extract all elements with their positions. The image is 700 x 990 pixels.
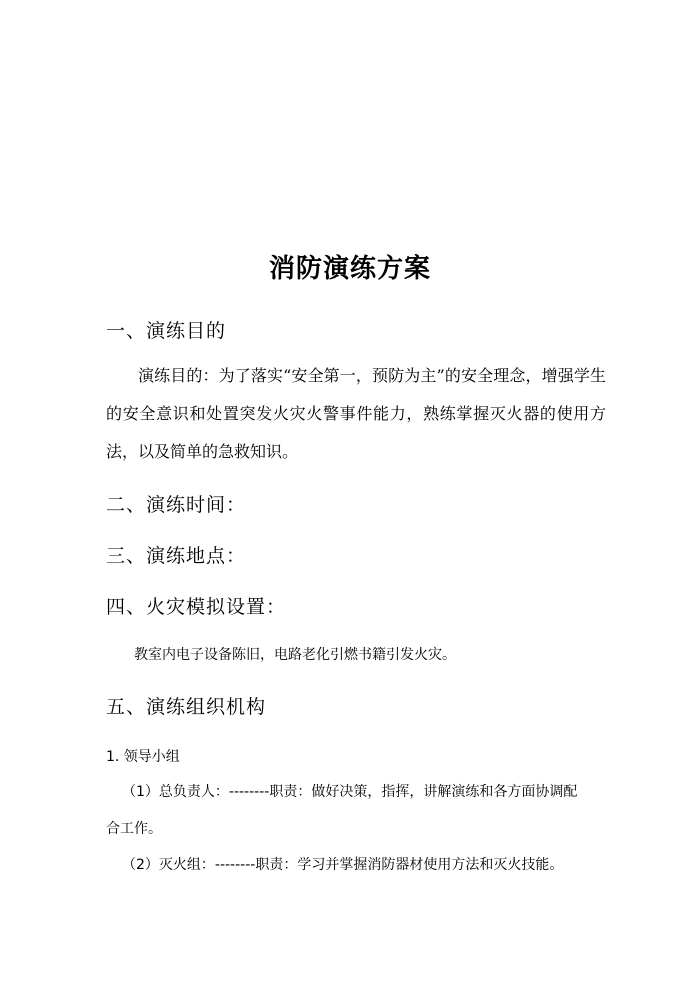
section-heading-location: 三、演练地点： <box>106 545 247 567</box>
section-heading-time: 二、演练时间： <box>106 494 247 516</box>
section-heading-fire-simulation: 四、火灾模拟设置： <box>106 596 287 618</box>
section-heading-purpose: 一、演练目的 <box>106 320 227 342</box>
section-text-purpose: 演练目的：为了落实“安全第一，预防为主”的安全理念，增强学生的安全意识和处置突发火灾火警事件能力，熟练掌握灭火器的使用方法，以及简单的急救知识。 <box>106 366 606 461</box>
document-title: 消防演练方案 <box>268 254 431 284</box>
section-heading-organization: 五、演练组织机构 <box>106 696 267 718</box>
item-firefighting-group: （2）灭火组：--------职责：学习并掌握消防器材使用方法和灭火技能。 <box>122 857 564 873</box>
item-general-leader-line2: 合工作。 <box>106 821 162 837</box>
subsection-leadership-group: 1. 领导小组 <box>106 749 180 765</box>
section-text-fire-simulation: 教室内电子设备陈旧，电路老化引燃书籍引发火灾。 <box>134 647 456 663</box>
item-general-leader-line1: （1）总负责人：--------职责：做好决策，指挥，讲解演练和各方面协调配 <box>122 784 578 800</box>
